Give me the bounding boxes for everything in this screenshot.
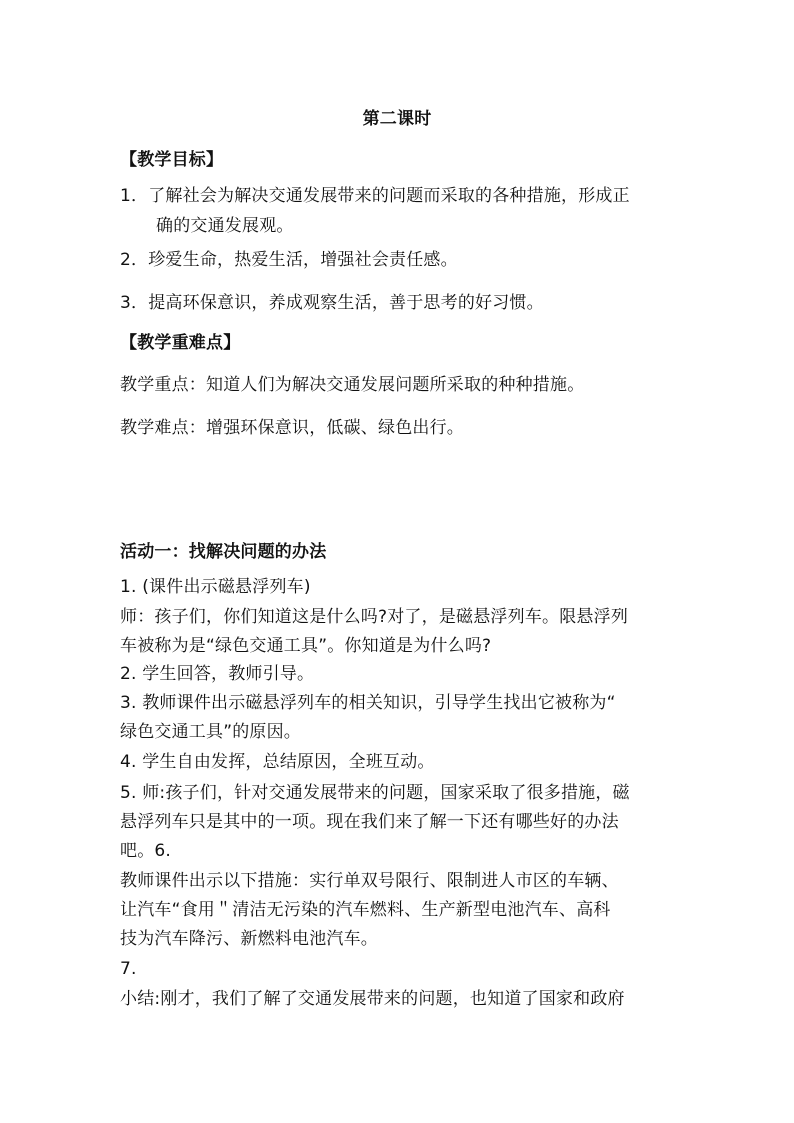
goals-heading: 【教学目标】 bbox=[120, 150, 224, 170]
activity-line: 绿色交通工具”的原因。 bbox=[120, 722, 302, 742]
activity-line: 师：孩子们，你们知道这是什么吗?对了，是磁悬浮列车。限悬浮列 bbox=[120, 607, 629, 627]
key-point: 教学重点：知道人们为解决交通发展问题所采取的种种措施。 bbox=[120, 375, 585, 395]
activity-line: 3. 教师课件出示磁悬浮列车的相关知识，引导学生找出它被称为“ bbox=[120, 693, 616, 713]
activity-line: 吧。6. bbox=[120, 841, 172, 861]
activity-line: 技为汽车降污、新燃料电池汽车。 bbox=[120, 929, 378, 949]
activity-line: 悬浮列车只是其中的一项。现在我们来了解一下还有哪些好的办法 bbox=[120, 812, 619, 832]
activity-line: 小结:刚才，我们了解了交通发展带来的问题，也知道了国家和政府 bbox=[120, 989, 625, 1009]
activity-line: 车被称为是“绿色交通工具”。你知道是为什么吗? bbox=[120, 636, 492, 656]
goal-3: 3．提高环保意识，养成观察生活，善于思考的好习惯。 bbox=[120, 293, 544, 313]
activity-heading: 活动一：找解决问题的办法 bbox=[120, 542, 327, 562]
activity-line: 7. bbox=[120, 959, 137, 979]
activity-line: 5. 师:孩子们，针对交通发展带来的问题，国家采取了很多措施，磁 bbox=[120, 783, 630, 803]
activity-line: 让汽车“食用＂清洁无污染的汽车燃料、生产新型电池汽车、高科 bbox=[120, 900, 611, 920]
goal-1-line-2: 确的交通发展观。 bbox=[156, 216, 294, 236]
activity-line: 教师课件出示以下措施：实行单双号限行、限制进人市区的车辆、 bbox=[120, 871, 619, 891]
activity-line: 1. (课件出示磁悬浮列车) bbox=[120, 577, 311, 597]
goal-2: 2．珍爱生命，热爱生活，增强社会责任感。 bbox=[120, 250, 458, 270]
page-title: 第二课时 bbox=[362, 109, 432, 129]
difficult-point: 教学难点：增强环保意识，低碳、绿色出行。 bbox=[120, 418, 464, 438]
goal-1-line-1: 1．了解社会为解决交通发展带来的问题而采取的各种措施，形成正 bbox=[120, 186, 630, 206]
keypoints-heading: 【教学重难点】 bbox=[120, 333, 241, 353]
activity-line: 2. 学生回答，教师引导。 bbox=[120, 664, 315, 684]
activity-line: 4. 学生自由发挥，总结原因，全班互动。 bbox=[120, 752, 435, 772]
